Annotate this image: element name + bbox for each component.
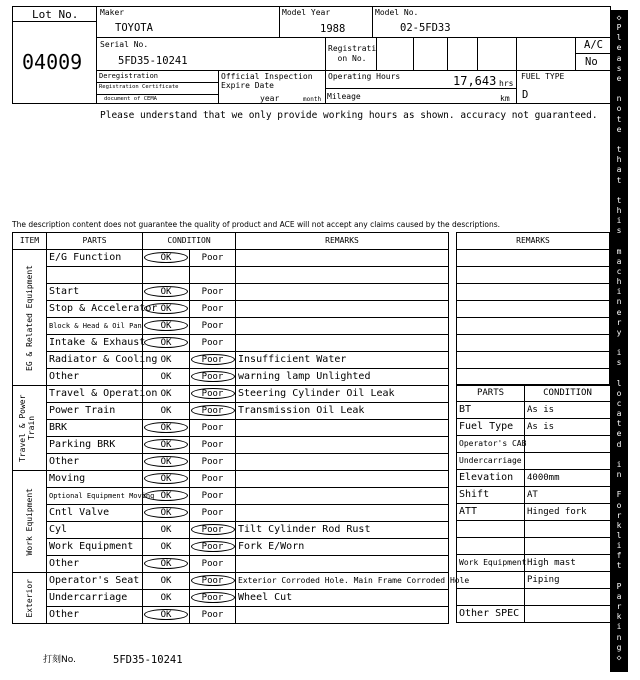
side-notice-char: s (616, 226, 622, 236)
side-notice-char: F (616, 490, 622, 500)
part-name: Parking BRK (47, 437, 143, 454)
side-notice-char: o (616, 388, 622, 398)
remark (236, 318, 449, 335)
part-name: Undercarriage (47, 590, 143, 607)
side-notice-char: t (616, 114, 622, 124)
table-row (13, 556, 449, 573)
part-name: Stop & Accelerator (47, 301, 143, 318)
side-notice-char: a (616, 165, 622, 175)
remark: Tilt Cylinder Rod Rust (236, 522, 449, 539)
month-unit: month (303, 96, 322, 103)
working-hours-notice: Please understand that we only provide working hours as shown. accuracy not guaranteed. (100, 110, 598, 121)
ok-option: OK (160, 542, 172, 552)
part-name: Radiator & Cooling (47, 352, 143, 369)
year-unit: year (260, 94, 280, 103)
poor-option: Poor (201, 474, 224, 484)
spec-header-parts: PARTS (457, 385, 525, 402)
spec-value: Piping (525, 572, 611, 589)
table-row (13, 250, 449, 267)
part-name: Block & Head & Oil Pan (47, 318, 143, 335)
spec-value (525, 521, 611, 538)
poor-option: Poor (191, 405, 235, 416)
ok-option: OK (144, 320, 188, 331)
group-name: EG & Related Equipment (24, 264, 34, 371)
spec-label: ATT (457, 504, 525, 521)
right-remarks-table (456, 232, 610, 386)
table-row (13, 420, 449, 437)
poor-option: Poor (201, 287, 224, 297)
spec-value: Hinged fork (525, 504, 611, 521)
group-label (13, 386, 47, 471)
poor-option: Poor (191, 524, 235, 535)
ok-option: OK (144, 303, 188, 314)
side-notice-char: l (616, 378, 622, 388)
group-name: Work Equipment (24, 487, 34, 556)
part-name: BRK (47, 420, 143, 437)
poor-option: Poor (201, 338, 224, 348)
table-row (13, 488, 449, 505)
remark: Fork E/Worn (236, 539, 449, 556)
table-row (13, 267, 449, 284)
poor-option: Poor (201, 610, 224, 620)
fuel-type-value: D (522, 89, 529, 101)
side-notice-char: y (616, 327, 622, 337)
part-name: Intake & Exhaust (47, 335, 143, 352)
group-name: Exterior (24, 578, 34, 618)
cema-label: document of CEMA (104, 96, 157, 102)
hours-unit: hrs (499, 79, 514, 88)
table-header-row (13, 233, 449, 250)
poor-option: Poor (201, 304, 224, 314)
part-name: Moving (47, 471, 143, 488)
spec-row (457, 572, 611, 589)
serial-label: Serial No. (100, 40, 149, 49)
spec-value: High mast (525, 555, 611, 572)
maker-label: Maker (100, 8, 125, 17)
remark: Transmission Oil Leak (236, 403, 449, 420)
ac-label: A/C (584, 39, 603, 51)
stamp-no-label: 打刻No. (43, 655, 76, 665)
spec-row (457, 436, 611, 453)
poor-option: Poor (191, 354, 235, 365)
spec-label: Work Equipment (457, 555, 525, 572)
spec-table (456, 384, 611, 623)
side-notice-char: o (616, 500, 622, 510)
spec-value: As is (525, 402, 611, 419)
registration-certificate-label: Registration Certificate (99, 84, 179, 90)
side-notice-char: h (616, 155, 622, 165)
spec-label: Shift (457, 487, 525, 504)
poor-option: Poor (201, 457, 224, 467)
inspection-label: Official Inspection Expire Date (221, 72, 313, 90)
side-notice-char: s (616, 63, 622, 73)
header-remarks: REMARKS (236, 233, 449, 250)
spec-row (457, 606, 611, 623)
spec-label (457, 589, 525, 606)
part-name: Other (47, 556, 143, 573)
side-notice-char: d (616, 439, 622, 449)
ac-value: No (585, 56, 598, 68)
part-name: Cyl (47, 522, 143, 539)
side-notice-char: i (616, 287, 622, 297)
side-notice-char: o (616, 104, 622, 114)
lot-number: 04009 (22, 50, 83, 74)
side-notice-banner (610, 10, 628, 672)
spec-label: Undercarriage (457, 453, 525, 470)
poor-option: Poor (191, 541, 235, 552)
spec-value: AT (525, 487, 611, 504)
table-row (13, 522, 449, 539)
model-year-label: Model Year (282, 8, 331, 17)
part-name: Start (47, 284, 143, 301)
spec-label: Operator's CAB (457, 436, 525, 453)
operating-hours-label: Operating Hours (328, 72, 401, 81)
model-no-value: 02-5FD33 (400, 22, 451, 34)
header-condition: CONDITION (143, 233, 236, 250)
spec-value: 4000mm (525, 470, 611, 487)
spec-row (457, 538, 611, 555)
side-notice-char: s (616, 358, 622, 368)
spec-value (525, 606, 611, 623)
table-row (13, 590, 449, 607)
side-notice-char: e (616, 73, 622, 83)
poor-option: Poor (191, 592, 235, 603)
spec-row (457, 419, 611, 436)
spec-row (457, 521, 611, 538)
ok-option: OK (144, 286, 188, 297)
remark (236, 284, 449, 301)
spec-row (457, 453, 611, 470)
remark (236, 454, 449, 471)
table-row (13, 301, 449, 318)
side-notice-char: n (616, 632, 622, 642)
side-notice-char: n (616, 94, 622, 104)
spec-label (457, 521, 525, 538)
side-notice-char: k (616, 520, 622, 530)
part-name: E/G Function (47, 250, 143, 267)
part-name: Other (47, 369, 143, 386)
table-row (13, 539, 449, 556)
lot-label: Lot No. (32, 8, 79, 21)
disclaimer: The description content does not guarantee the quality of product and ACE will not accept any claims caused by the descriptions. (12, 220, 501, 229)
table-row (13, 352, 449, 369)
part-name: Travel & Operation (47, 386, 143, 403)
spec-label: Other SPEC (457, 606, 525, 623)
side-notice-char: h (616, 277, 622, 287)
side-notice-char: t (616, 195, 622, 205)
side-notice-char: c (616, 398, 622, 408)
side-notice-char: P (616, 23, 622, 33)
side-notice-char: i (616, 348, 622, 358)
ok-option: OK (144, 337, 188, 348)
remark (236, 267, 449, 284)
serial-value: 5FD35-10241 (118, 55, 188, 67)
spec-label (457, 538, 525, 555)
spec-header-condition: CONDITION (525, 385, 611, 402)
spec-label: Fuel Type (457, 419, 525, 436)
ok-option: OK (160, 576, 172, 586)
operating-hours-value: 17,643 (453, 74, 497, 88)
table-row (13, 284, 449, 301)
part-name: Cntl Valve (47, 505, 143, 522)
side-notice-char: g (616, 642, 622, 652)
side-notice-char: l (616, 530, 622, 540)
poor-option: Poor (191, 371, 235, 382)
spec-value (525, 453, 611, 470)
model-no-label: Model No. (375, 8, 419, 17)
spec-label (457, 572, 525, 589)
poor-option: Poor (201, 491, 224, 501)
ok-option: OK (144, 473, 188, 484)
ok-option: OK (160, 355, 172, 365)
side-notice-char: c (616, 266, 622, 276)
remark: Exterior Corroded Hole. Main Frame Corroded Hole (236, 573, 449, 590)
table-row (13, 471, 449, 488)
ok-option: OK (144, 439, 188, 450)
side-notice-char: h (616, 205, 622, 215)
side-notice-char: i (616, 622, 622, 632)
spec-row (457, 470, 611, 487)
group-label (13, 250, 47, 386)
remark: Wheel Cut (236, 590, 449, 607)
remark (236, 607, 449, 624)
side-notice-char: m (616, 246, 622, 256)
table-row (13, 386, 449, 403)
side-notice-char: e (616, 124, 622, 134)
stamp-no-value: 5FD35-10241 (113, 654, 183, 666)
part-name: Operator's Seat (47, 573, 143, 590)
remark (236, 505, 449, 522)
spec-row (457, 402, 611, 419)
side-notice-char: r (616, 602, 622, 612)
side-notice-char: e (616, 307, 622, 317)
header-item: ITEM (13, 233, 47, 250)
remark (236, 556, 449, 573)
remark (236, 488, 449, 505)
spec-value (525, 538, 611, 555)
spec-value: As is (525, 419, 611, 436)
ok-option: OK (144, 456, 188, 467)
ok-option: OK (160, 525, 172, 535)
side-notice-char: l (616, 33, 622, 43)
remark (236, 437, 449, 454)
remark: Insufficient Water (236, 352, 449, 369)
side-notice-char: i (616, 216, 622, 226)
poor-option: Poor (191, 575, 235, 586)
poor-option: Poor (201, 321, 224, 331)
spec-value (525, 436, 611, 453)
poor-option: Poor (201, 508, 224, 518)
poor-option: Poor (201, 423, 224, 433)
group-label (13, 471, 47, 573)
group-label (13, 573, 47, 624)
ok-option: OK (144, 252, 188, 263)
table-row (13, 335, 449, 352)
side-notice-char: t (616, 561, 622, 571)
spec-row (457, 589, 611, 606)
spec-row (457, 555, 611, 572)
poor-option: Poor (191, 388, 235, 399)
maker-value: TOYOTA (115, 22, 153, 34)
side-notice-char: a (616, 409, 622, 419)
ok-option: OK (160, 593, 172, 603)
side-notice-char: a (616, 591, 622, 601)
side-notice-char: e (616, 429, 622, 439)
table-row (13, 607, 449, 624)
mileage-label: Mileage (327, 92, 361, 101)
remark (236, 420, 449, 437)
side-notice-char: n (616, 470, 622, 480)
part-name: Work Equipment (47, 539, 143, 556)
spec-body (457, 402, 611, 623)
poor-option: Poor (201, 253, 224, 263)
right-remarks-header: REMARKS (457, 233, 610, 250)
side-notice-char: t (616, 175, 622, 185)
table-row (13, 454, 449, 471)
side-notice-char: i (616, 541, 622, 551)
ok-option: OK (160, 372, 172, 382)
remark (236, 471, 449, 488)
side-notice-char: t (616, 419, 622, 429)
side-notice-char: k (616, 612, 622, 622)
side-notice-char: ◇ (616, 652, 622, 662)
side-notice-char: n (616, 297, 622, 307)
remark: warning lamp Unlighted (236, 369, 449, 386)
table-row (13, 318, 449, 335)
ok-option: OK (144, 422, 188, 433)
ok-option: OK (144, 490, 188, 501)
spec-label: BT (457, 402, 525, 419)
remark (236, 250, 449, 267)
side-notice-char: a (616, 53, 622, 63)
fuel-type-label: FUEL TYPE (521, 72, 565, 81)
remark (236, 335, 449, 352)
group-name: Travel & Power Train (17, 394, 36, 462)
remark (236, 301, 449, 318)
ok-option: OK (160, 406, 172, 416)
side-notice-char: ◇ (616, 13, 622, 22)
spec-label: Elevation (457, 470, 525, 487)
mileage-unit: km (500, 94, 510, 103)
table-row (13, 505, 449, 522)
spec-row (457, 504, 611, 521)
side-notice-char: t (616, 145, 622, 155)
registration-label: Registrati on No. (328, 44, 377, 63)
ok-option: OK (144, 507, 188, 518)
side-notice-char: i (616, 459, 622, 469)
table-row (13, 437, 449, 454)
side-notice-char: r (616, 510, 622, 520)
part-name (47, 267, 143, 284)
spec-value (525, 589, 611, 606)
side-notice-char: a (616, 256, 622, 266)
deregistration-label: Deregistration (99, 72, 159, 80)
poor-option: Poor (201, 559, 224, 569)
ok-option: OK (144, 609, 188, 620)
remark: Steering Cylinder Oil Leak (236, 386, 449, 403)
spec-row (457, 487, 611, 504)
part-name: Other (47, 454, 143, 471)
ok-option: OK (144, 558, 188, 569)
table-row (13, 403, 449, 420)
part-name: Power Train (47, 403, 143, 420)
poor-option: Poor (201, 440, 224, 450)
side-notice-char: e (616, 43, 622, 53)
table-row (13, 369, 449, 386)
side-notice-char: P (616, 581, 622, 591)
ok-option: OK (160, 389, 172, 399)
part-name: Other (47, 607, 143, 624)
model-year-value: 1988 (320, 23, 346, 35)
header-parts: PARTS (47, 233, 143, 250)
side-notice-char: r (616, 317, 622, 327)
side-notice-char: f (616, 551, 622, 561)
table-row (13, 573, 449, 590)
part-name: Optional Equipment Moving (47, 488, 143, 505)
